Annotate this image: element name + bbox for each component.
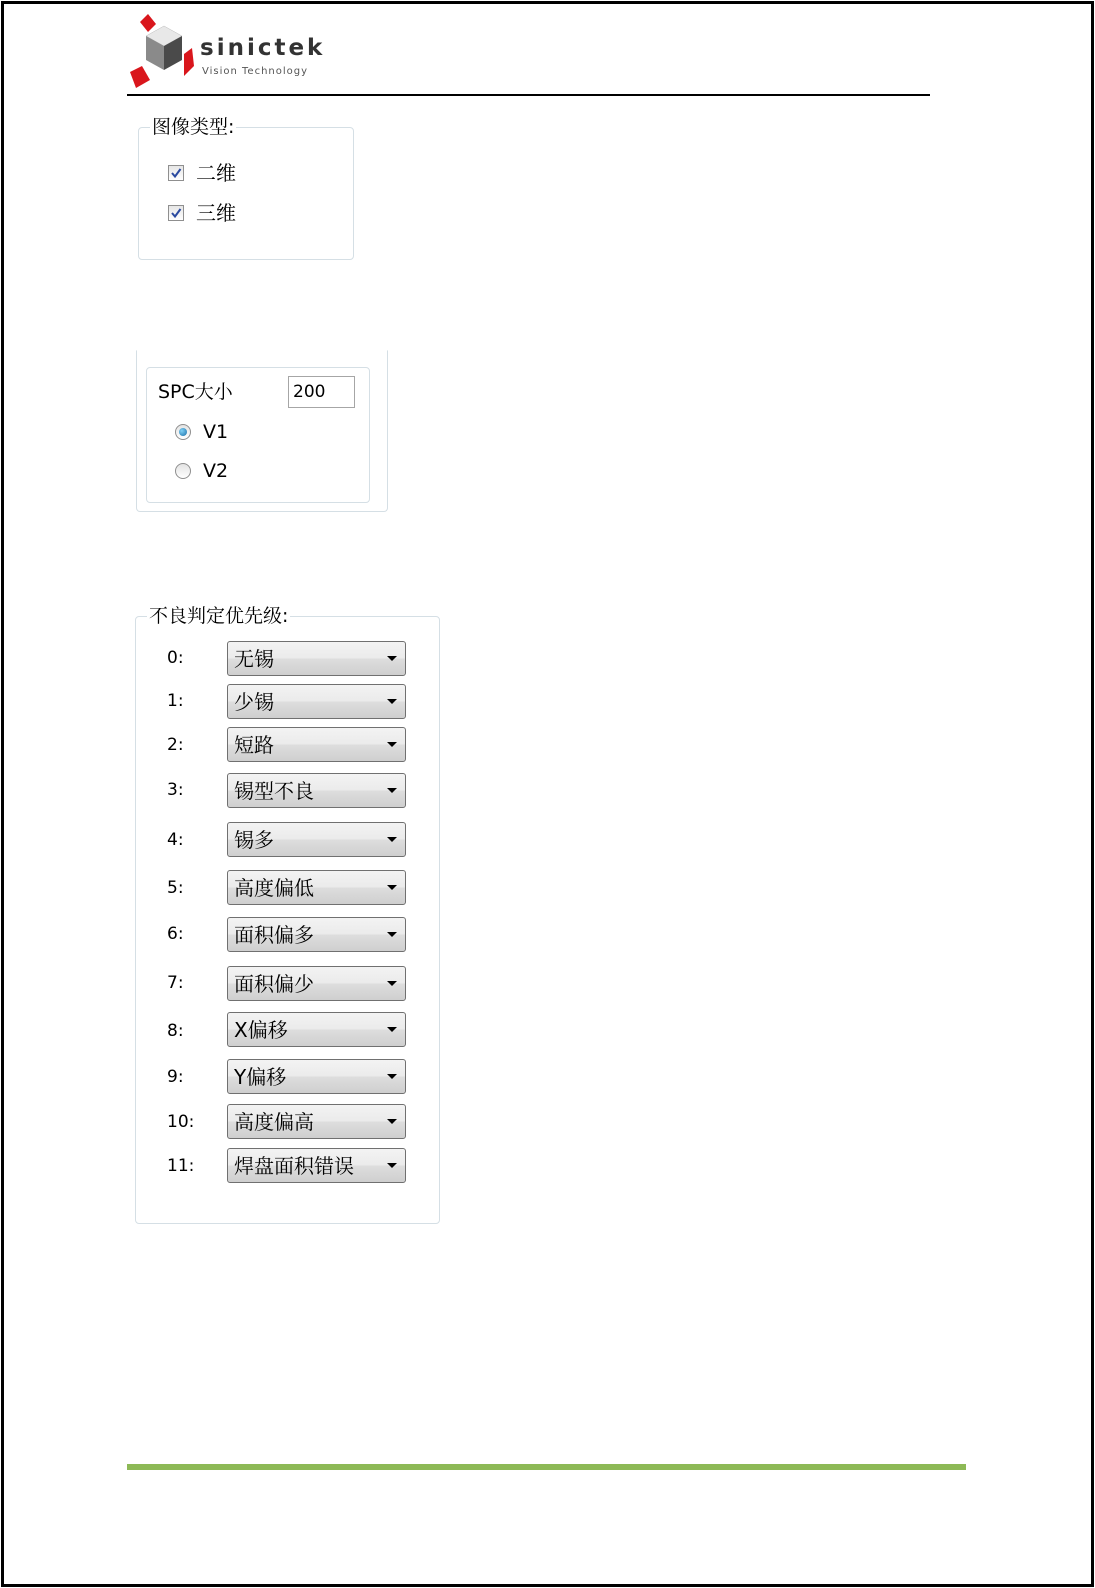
priority-combo[interactable]: [227, 917, 406, 952]
priority-combo-value: 高度偏高: [234, 1110, 314, 1133]
priority-index: 6:: [167, 924, 184, 944]
dropdown-arrow-icon: [387, 1163, 397, 1168]
checkbox-3d-row[interactable]: [168, 202, 236, 224]
radio-v1-label: V1: [203, 421, 229, 443]
priority-index: 0:: [167, 648, 184, 668]
priority-index: 4:: [167, 830, 184, 850]
priority-combo-value: 锡型不良: [234, 779, 314, 802]
priority-index: 10:: [167, 1112, 195, 1132]
checkbox-2d[interactable]: [168, 165, 184, 181]
priority-combo[interactable]: [227, 822, 406, 857]
spc-size-label: SPC大小: [158, 381, 233, 403]
dropdown-arrow-icon: [387, 656, 397, 661]
priority-index: 3:: [167, 780, 184, 800]
priority-index: 11:: [167, 1156, 195, 1176]
priority-index: 7:: [167, 973, 184, 993]
dropdown-arrow-icon: [387, 1119, 397, 1124]
dropdown-arrow-icon: [387, 742, 397, 747]
checkbox-2d-row[interactable]: [168, 162, 236, 184]
spc-size-input[interactable]: [288, 376, 355, 408]
priority-combo[interactable]: [227, 1012, 406, 1047]
cube-logo-icon: [128, 10, 200, 92]
sinictek-logo: [128, 10, 326, 92]
priority-combo-value: 面积偏多: [234, 923, 314, 946]
priority-index: 1:: [167, 691, 184, 711]
priority-combo[interactable]: [227, 773, 406, 808]
dropdown-arrow-icon: [387, 981, 397, 986]
priority-combo-value: 短路: [234, 733, 274, 756]
dropdown-arrow-icon: [387, 837, 397, 842]
dropdown-arrow-icon: [387, 885, 397, 890]
priority-combo[interactable]: [227, 641, 406, 676]
priority-combo-value: 无锡: [234, 647, 274, 670]
radio-v2[interactable]: [175, 463, 191, 479]
checkmark-icon: [170, 207, 182, 219]
priority-combo-value: 焊盘面积错误: [234, 1154, 354, 1177]
radio-v1-row[interactable]: [175, 421, 228, 443]
checkbox-2d-label: 二维: [196, 161, 236, 185]
brand-tagline: Vision Technology: [202, 66, 309, 77]
dropdown-arrow-icon: [387, 932, 397, 937]
footer-divider: [127, 1464, 966, 1470]
dropdown-arrow-icon: [387, 699, 397, 704]
priority-combo-value: 面积偏少: [234, 972, 314, 995]
priority-index: 8:: [167, 1021, 184, 1041]
dropdown-arrow-icon: [387, 1027, 397, 1032]
priority-combo-value: 锡多: [234, 828, 274, 851]
priority-combo[interactable]: [227, 966, 406, 1001]
priority-index: 5:: [167, 878, 184, 898]
priority-combo[interactable]: [227, 727, 406, 762]
priority-combo[interactable]: [227, 1104, 406, 1139]
radio-v2-row[interactable]: [175, 460, 228, 482]
radio-v2-label: V2: [203, 460, 229, 482]
brand-name: sinictek: [200, 35, 326, 61]
dropdown-arrow-icon: [387, 1074, 397, 1079]
priority-combo[interactable]: [227, 870, 406, 905]
priority-index: 9:: [167, 1067, 184, 1087]
checkmark-icon: [170, 167, 182, 179]
priority-combo[interactable]: [227, 1059, 406, 1094]
checkbox-3d[interactable]: [168, 205, 184, 221]
priority-combo[interactable]: [227, 684, 406, 719]
priority-index: 2:: [167, 735, 184, 755]
priority-combo-value: Y偏移: [234, 1065, 287, 1088]
priority-combo-value: X偏移: [234, 1018, 288, 1041]
radio-v1[interactable]: [175, 424, 191, 440]
image-type-group: [138, 127, 354, 260]
checkbox-3d-label: 三维: [196, 201, 236, 225]
priority-combo[interactable]: [227, 1148, 406, 1183]
dropdown-arrow-icon: [387, 788, 397, 793]
defect-priority-legend: 不良判定优先级:: [149, 605, 289, 627]
image-type-legend: 图像类型:: [152, 116, 235, 138]
priority-combo-value: 少锡: [234, 690, 274, 713]
priority-combo-value: 高度偏低: [234, 876, 314, 899]
header-divider: [127, 94, 930, 96]
